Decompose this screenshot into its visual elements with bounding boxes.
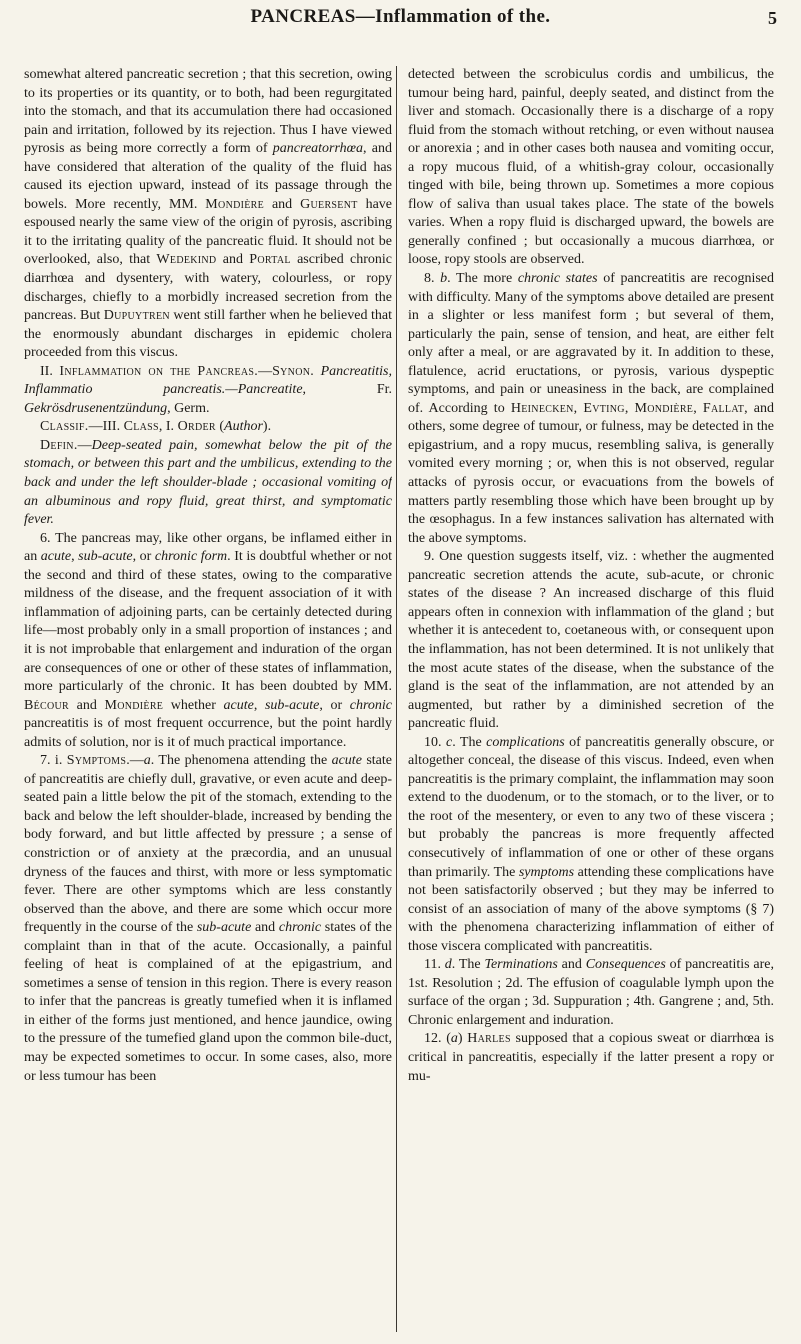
text-run: . The (451, 957, 485, 973)
paragraph (408, 1030, 774, 1086)
paragraph (408, 66, 774, 270)
italic-text: sub-acute (78, 549, 133, 565)
italic-text: symptoms (518, 864, 575, 880)
small-caps-name: Wedekind (156, 252, 217, 268)
text-run: . It is doubtful whether or not the second and third of these states, owing to the comparative mildness of the disease, and the frequent association of it with inflammation of adjoining parts, can be certainly detected during life—most probably only in a small proportion of instances ; and it is not improbable that enlargement and induration of the organ are consequences of one or other of these states of inflammation, more particularly of the chronic. It has been doubted by MM. (24, 549, 392, 695)
text-run: , and have considered that alteration of the quality of the fluid has caused its ejection upward, instead of its passage through the bowels. More recently, MM. (24, 141, 392, 212)
small-caps-name: Fallat (702, 400, 745, 416)
text-run: —III. (88, 419, 124, 435)
text-run: and (264, 196, 301, 212)
text-run: II. (40, 363, 60, 379)
text-run: — (77, 437, 92, 453)
text-run: 6. The pancreas may, like other organs, be inflamed either in an (24, 530, 392, 565)
text-run: .— (126, 753, 144, 769)
italic-text: Consequences (585, 957, 666, 973)
italic-text: Deep-seated pain, somewhat below the pit of the stomach, or between this part and the umbilicus, extending to the back and under the left shoulder-blade ; occasional vomiting of an albuminous and ropy fluid, great thirst, and symptomatic fever. (24, 437, 392, 528)
text-run: and (69, 697, 105, 713)
left-column (24, 66, 392, 1336)
text-run: , (253, 697, 265, 713)
text-run: states of the complaint than in that of the acute. Occasionally, a painful feeling of heat is complained of at the epigastrium, and sometimes a sense of tension in this region. There is every reason to infer that the pancreas is greatly tumefied when it is inflamed in either of the forms just mentioned, and hence jaundice, owing to the pressure of the tumefied gland upon the common bile-duct, may be expected sometimes to occur. In some cases, also, more or less tumour has been (24, 920, 392, 1084)
text-run: and (216, 252, 250, 268)
column-divider (396, 66, 397, 1332)
text-run: 11. (424, 957, 445, 973)
italic-text: chronic form (154, 549, 228, 565)
text-run: 12. ( (424, 1031, 451, 1047)
text-run: . The (452, 734, 487, 750)
text-run: ( (215, 419, 225, 435)
text-run: 7. i. (40, 753, 67, 769)
paragraph (408, 270, 774, 548)
small-caps-name: Order (177, 419, 216, 435)
text-run: have espoused nearly the same view of the origin of pyrosis, ascribing it to the irritating quality of the pancreatic fluid. It should not be overlooked, also, that (24, 196, 392, 268)
italic-text: Pancreatitis, Inflammatio pancreatis.—Pancreatite (24, 363, 392, 398)
small-caps-name: Mondière (205, 196, 265, 212)
text-run: 10. (424, 734, 446, 750)
italic-text: chronic states (517, 271, 598, 287)
text-run: pancreatitis is of most frequent occurrence, but the point hardly admits of solution, nor is it of much practical importance. (24, 716, 392, 750)
paragraph (24, 530, 392, 753)
text-run: . The phenomena attending the (150, 753, 332, 769)
text-run: whether (163, 697, 224, 713)
italic-text: d (444, 957, 452, 973)
text-run: ) (457, 1031, 468, 1047)
small-caps-name: Symptoms (66, 753, 127, 769)
text-run: detected between the scrobiculus cordis and umbilicus, the tumour being hard, painful, deeply seated, and distinct from the liver and stomach. Occasionally there is a discharge of a ropy fluid from the stomach without retching, or even without nausea or anorexia ; and in other cases both nausea and vomiting occur, a ropy mucous fluid, of a whitish-gray colour, occasionally tinged with bile, being thrown up. Sometimes a more copious flow of saliva than usual takes place. The state of the bowels varies. When a ropy fluid is discharged upward, the bowels are generally confined ; but occasionally a mucous diarrhœa, or loose, ropy stools are observed. (408, 67, 774, 268)
italic-text: c (445, 734, 453, 750)
italic-text: sub-acute (264, 697, 320, 713)
small-caps-name: Heinecken (510, 400, 574, 416)
italic-text: Author (224, 419, 263, 435)
italic-text: sub-acute (196, 920, 252, 936)
definition (24, 437, 392, 530)
small-caps-name: Synon. (272, 363, 315, 379)
text-run: attending these complications have not been satisfactorily observed ; but they may be inferred to consist of an association of many of the above symptoms (§ 7) with the phenomena characterizing inflammation of either of those viscera complicated with pancreatitis. (408, 864, 774, 954)
small-caps-name: Classif. (40, 419, 89, 435)
text-run: . The more (447, 271, 518, 287)
italic-text: acute (40, 549, 72, 565)
text-run: ascribed chronic diarrhœa and dysentery, with watery, colourless, or ropy discharges, chiefly to a morbidly increased secretion from the pancreas. But (24, 252, 392, 324)
italic-text: b (440, 271, 448, 287)
small-caps-name: Inflammation on the Pancreas. (59, 363, 259, 379)
text-run: — (258, 363, 273, 379)
italic-text: a (450, 1031, 458, 1047)
paragraph (408, 548, 774, 733)
italic-text: a (143, 753, 151, 769)
text-run: , (693, 400, 703, 416)
text-run: supposed that a copious sweat or diarrhœa is critical in pancreatitis, especially if the latter present a ropy or mu- (408, 1031, 774, 1084)
text-run: went still farther when he believed that the enormously abundant discharges in epidemic cholera proceeded from this viscus. (24, 308, 392, 361)
text-run: state of pancreatitis are chiefly dull, gravative, or even acute and deep-seated pain a little below the pit of the stomach, extending to the back and below the left shoulder-blade, increased by bending the body forward, and but little affected by pressure ; a sense of constriction or of anxiety at the præcordia, and an unusual dryness of the fauces and thirst, with more or less symptomatic fever. There are other symptoms which are less constantly observed than the above, and there are some which occur more frequently in the course of the (24, 753, 392, 936)
paragraph (24, 752, 392, 1086)
text-run: of pancreatitis are, 1st. Resolution ; 2d. The effusion of coagulable lymph upon the surface of the organ ; 3d. Suppuration ; 4th. Gangrene ; and, 5th. Chronic enlargement and induration. (408, 957, 774, 1028)
text-run: ). (262, 419, 272, 435)
italic-text: acute (331, 753, 362, 769)
text-run: somewhat altered pancreatic secretion ; that this secretion, owing to its properties or its quantity, or to both, had been regurgitated into the stomach, and that its accumulation there had occasioned pain and irritation, followed by its rejection. Thus I have viewed pyrosis as being more correctly a form of (24, 67, 392, 157)
italic-text: acute (223, 697, 254, 713)
small-caps-name: Portal (249, 252, 291, 268)
small-caps-name: Evting (583, 400, 625, 416)
small-caps-name: Guersent (300, 196, 358, 212)
text-run: , and others, some degree of tumour, or fulness, may be detected in the epigastrium, and a ropy mucus, resembling saliva, is generally vomited every morning ; or, when this is not observed, regular attacks of pyrosis occur, or evacuations from the bowels of matters partly resembling those which have been brought up by the œsophagus. In a few instances salivation has alternated with the above symptoms. (408, 400, 774, 546)
italic-text: Gekrösdrusenentzündung (24, 400, 168, 416)
text-run: , (624, 400, 635, 416)
page-number: 5 (768, 8, 777, 28)
text-run: 8. (424, 271, 441, 287)
small-caps-name: Mondière (634, 400, 694, 416)
italic-text: Terminations (484, 957, 558, 973)
small-caps-name: Mondière (104, 697, 164, 713)
text-run: , or (132, 549, 155, 565)
text-run: , (573, 400, 584, 416)
text-run: , I. (158, 419, 178, 435)
small-caps-name: Dupuytren (103, 308, 170, 324)
text-run: , or (319, 697, 350, 713)
right-column (408, 66, 774, 1336)
text-run: and (251, 920, 279, 936)
running-head: PANCREAS—Inflammation of the. (250, 6, 551, 27)
text-run: 9. One question suggests itself, viz. : whether the augmented pancreatic secretion attends the acute, sub-acute, or chronic states of the disease ? An increased discharge of this fluid appears often in connexion with inflammation of the gland ; but whether it is antecedent to, coetaneous with, or consequent upon the inflammation, has not been determined. It is not unlikely that the most acute states of the disease, when the substance of the gland is the seat of the inflammation, are not attended by an augmented, but rather by a diminished secretion of the pancreatic fluid. (408, 549, 774, 732)
italic-text: pancreatorrhœa (272, 141, 364, 157)
paragraph (24, 66, 392, 363)
paragraph (408, 734, 774, 957)
paragraph (408, 956, 774, 1030)
small-caps-name: Harles (467, 1031, 511, 1047)
text-run: of pancreatitis generally obscure, or altogether conceal, the disease of this viscus. Indeed, even when pancreatitis is the primary complaint, the inflammation may soon extend to the duodenum, or to the stomach, or to the liver, or to the root of the mesentery, or even to any two of these viscera ; but probably the pancreas is more frequently affected consecutively of inflammation of one or other of these organs than primarily. The (408, 734, 774, 880)
small-caps-name: Defin. (40, 437, 78, 453)
text-run: and (557, 957, 586, 973)
text-run: , Fr. (302, 382, 392, 398)
italic-text: complications (486, 734, 565, 750)
text-run: of pancreatitis are recognised with difficulty. Many of the symptoms above detailed are present in a slighter or less manifest form ; but several of them, particularly the pain, sense of tension, and heat, are either felt only after a meal, or are aggravated by it. In addition to these, flatulence, acrid eructations, or pyrosis, various dyspeptic symptoms, and pain or uneasiness in the back, are complained of. According to (408, 271, 774, 416)
classification (24, 418, 392, 437)
page-header (0, 4, 801, 44)
small-caps-name: Bécour (24, 697, 70, 713)
italic-text: chronic (278, 920, 322, 936)
section-heading (24, 363, 392, 419)
small-caps-name: Class (123, 419, 159, 435)
italic-text: chronic (349, 697, 392, 713)
text-run: , (71, 549, 79, 565)
text-run: , Germ. (167, 400, 210, 416)
